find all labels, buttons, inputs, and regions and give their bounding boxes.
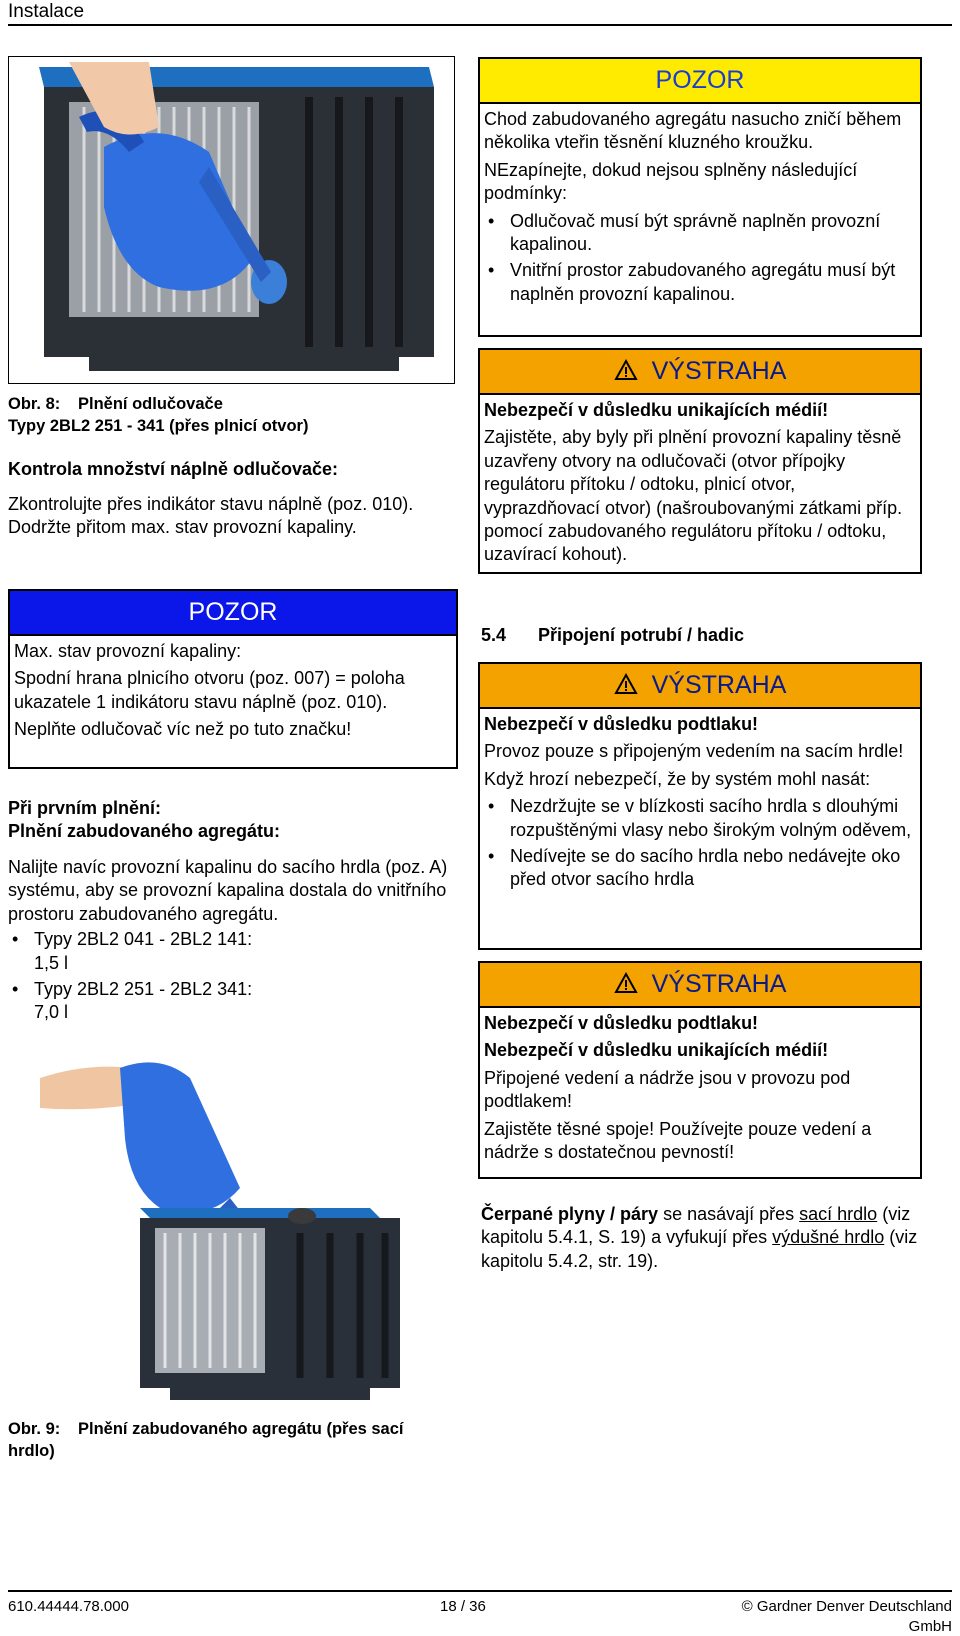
gases-paragraph: Čerpané plyny / páry se nasávají přes sací hrdlo (viz kapitolu 5.4.1, S. 19) a vyfukují přes výdušné hrdlo (viz kapitolu 5.4.2, str. 19). (481, 1204, 918, 1271)
check-heading: Kontrola množství náplně odlučovače: (8, 459, 339, 479)
header-divider (8, 24, 952, 26)
fig9-photo (40, 1058, 450, 1408)
fig9-title-cont: hrdlo) (8, 1442, 55, 1461)
footer-divider (8, 1590, 952, 1592)
warning-vm-bold2: Nebezpečí v důsledku unikajících médií! (484, 1040, 829, 1061)
pozor-dry-list (484, 210, 916, 307)
types-item: • Typy 2BL2 251 - 2BL2 341: 7,0 l (8, 978, 458, 1025)
warning-box-vacuum (478, 662, 922, 950)
pozor-dry-item: • Vnitřní prostor zabudovaného agregátu musí být naplněn provozní kapalinou. (484, 259, 916, 306)
fig8-label: Obr. 8: (8, 395, 61, 413)
warning-box-vacuum-header (480, 664, 920, 709)
warning-vacuum-text1: Provoz pouze s připojeným vedením na sacím hrdle! (484, 741, 904, 762)
section-heading (481, 624, 921, 647)
pozor-level-line3: Neplňte odlučovač víc než po tuto značku! (14, 719, 352, 740)
first-fill-heading-2: Plnění zabudovaného agregátu: (8, 821, 281, 841)
fig8-title: Plnění odlučovače (78, 395, 223, 413)
section-title: Připojení potrubí / hadic (538, 625, 745, 645)
pozor-dry-item: • Odlučovač musí být správně naplněn provozní kapalinou. (484, 210, 916, 257)
gases-bold: Čerpané plyny / páry (481, 1204, 659, 1224)
warning-vm-text2: Zajistěte těsné spoje! Používejte pouze vedení a nádrže s dostatečnou pevností! (484, 1118, 872, 1162)
pozor-box-level-title: POZOR (10, 591, 456, 636)
warning-triangle-icon (614, 970, 638, 1003)
check-text: Zkontrolujte přes indikátor stavu náplně (poz. 010). Dodržte přitom max. stav provozní kapaliny. (8, 494, 414, 538)
pozor-level-line1: Max. stav provozní kapaliny: (14, 641, 242, 661)
fig8-photo (8, 56, 455, 384)
fig9-label: Obr. 9: (8, 1420, 61, 1438)
warning-box-media (478, 348, 922, 574)
footer-page-number: 18 / 36 (440, 1598, 486, 1615)
first-fill-text: Nalijte navíc provozní kapalinu do sacího hrdla (poz. A) systému, aby se provozní kapalina dostala do vnitřního prostoru zabudovaného agregátu. (8, 857, 448, 924)
warning-box-media-title: VÝSTRAHA (651, 357, 787, 386)
fig8-caption (8, 393, 458, 438)
warning-media-bold: Nebezpečí v důsledku unikajících médií! (484, 400, 829, 420)
warning-vm-text1: Připojené vedení a nádrže jsou v provozu pod podtlakem! (484, 1067, 851, 1112)
warning-media-text: Zajistěte, aby byly při plnění provozní kapaliny těsně uzavřeny otvory na odlučovači (otvor přípojky regulátoru přítoku / odtoku, plnicí otvor, vyprazdňovací otvor) (našroubovanými zátkami příp. pomocí zabudovaného regulátoru přítoku / odtoku, uzavírací kohout). (484, 427, 903, 565)
pozor-level-line2: Spodní hrana plnicího otvoru (poz. 007) = poloha ukazatele 1 indikátoru stavu náplně (poz. 010). (14, 668, 405, 712)
warning-box-vacuum-media-title: VÝSTRAHA (651, 970, 787, 999)
exhaust-port-link[interactable]: výdušné hrdlo (772, 1227, 885, 1248)
warning-vacuum-list (484, 795, 916, 892)
footer-company: © Gardner Denver Deutschland GmbH (741, 1598, 952, 1635)
warning-vacuum-text2: Když hrozí nebezpečí, že by systém mohl nasát: (484, 768, 871, 789)
warning-box-vacuum-media-header (480, 963, 920, 1008)
section-number: 5.4 (481, 625, 507, 645)
warning-vm-bold1: Nebezpečí v důsledku podtlaku! (484, 1013, 759, 1033)
pozor-dry-text1: Chod zabudovaného agregátu nasucho zničí během několika vteřin těsnění kluzného kroužku. (484, 109, 902, 153)
warning-triangle-icon (614, 671, 638, 704)
warning-vacuum-item: • Nedívejte se do sacího hrdla nebo nedávejte oko před otvor sacího hrdla (484, 845, 916, 892)
warning-box-vacuum-title: VÝSTRAHA (651, 671, 787, 700)
footer-doc-number: 610.44444.78.000 (8, 1598, 129, 1615)
first-fill-block (8, 856, 458, 1028)
types-list (8, 928, 458, 1025)
suction-port-link[interactable]: sací hrdlo (799, 1204, 878, 1224)
fig9-title: Plnění zabudovaného agregátu (přes sací (78, 1420, 404, 1438)
types-item: • Typy 2BL2 041 - 2BL2 141: 1,5 l (8, 928, 458, 975)
warning-box-vacuum-media (478, 961, 922, 1179)
first-fill-heading-1: Při prvním plnění: (8, 798, 162, 818)
pozor-box-level (8, 589, 458, 769)
warning-vacuum-item: • Nezdržujte se v blízkosti sacího hrdla s dlouhými rozpuštěnými vlasy nebo širokým volným oděvem, (484, 795, 916, 842)
pozor-box-dry-run (478, 57, 922, 337)
fig9-caption (8, 1418, 458, 1463)
warning-triangle-icon (614, 357, 638, 390)
warning-vacuum-bold: Nebezpečí v důsledku podtlaku! (484, 714, 759, 734)
pozor-dry-text2: NEzapínejte, dokud nejsou splněny následující podmínky: (484, 159, 858, 204)
pozor-box-dry-run-title: POZOR (480, 59, 920, 104)
page-header-title: Instalace (8, 1, 85, 22)
fig8-subtitle: Typy 2BL2 251 - 341 (přes plnicí otvor) (8, 417, 309, 436)
warning-box-media-header (480, 350, 920, 395)
